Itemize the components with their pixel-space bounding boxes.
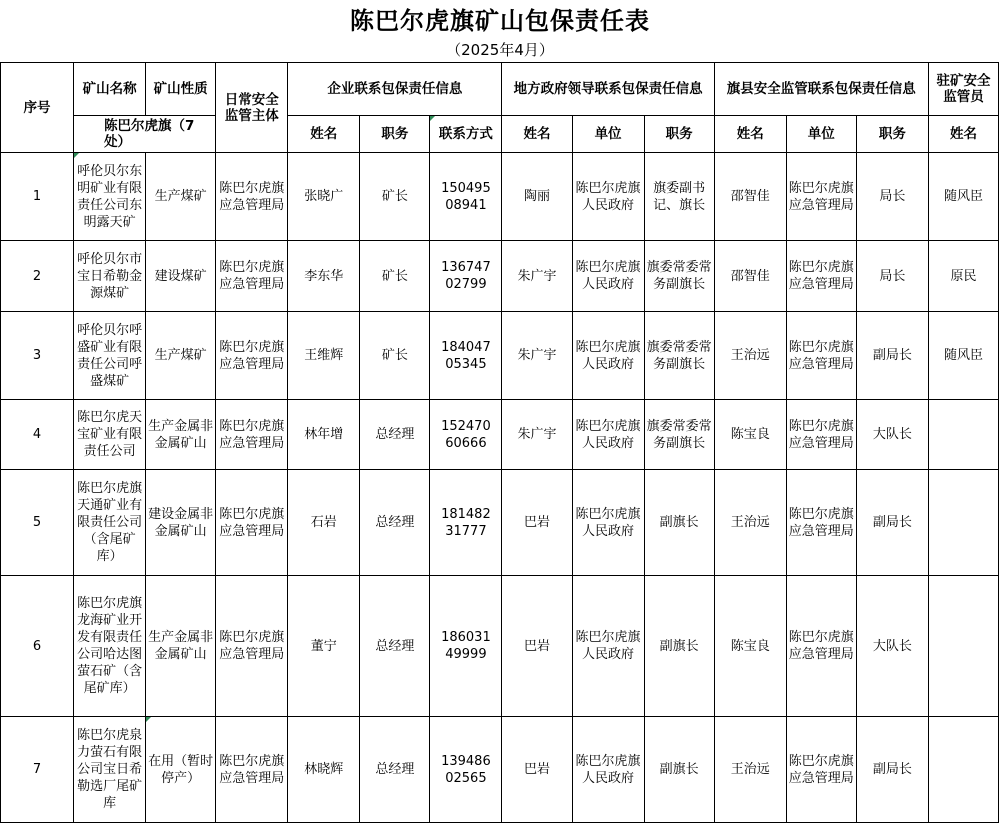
- gov-leader-unit: 陈巴尔虎旗人民政府: [572, 576, 644, 717]
- mine-name: 陈巴尔虎旗龙海矿业开发有限责任公司哈达图萤石矿（含尾矿库）: [74, 576, 146, 717]
- enterprise-contact-position: 矿长: [360, 312, 430, 400]
- gov-leader-name: 陶丽: [502, 153, 572, 241]
- header-seq: 序号: [1, 63, 74, 153]
- mine-type: 在用（暂时停产）: [146, 717, 216, 823]
- enterprise-contact-name: 林年增: [288, 400, 360, 470]
- mine-type: 生产金属非金属矿山: [146, 400, 216, 470]
- mine-name: 陈巴尔虎旗天通矿业有限责任公司（含尾矿库）: [74, 470, 146, 576]
- row-seq: 2: [1, 241, 74, 312]
- resident-supervisor-name: 随风臣: [928, 153, 998, 241]
- enterprise-contact-position: 总经理: [360, 470, 430, 576]
- gov-leader-position: 旗委常委常务副旗长: [644, 241, 714, 312]
- county-supervisor-name: 王治远: [714, 470, 786, 576]
- table-row: [1, 400, 999, 470]
- enterprise-contact-phone: 13948602565: [430, 717, 502, 823]
- mine-name: 陈巴尔虎天宝矿业有限责任公司: [74, 400, 146, 470]
- header-ent-contact: 联系方式: [430, 116, 502, 153]
- enterprise-contact-position: 总经理: [360, 717, 430, 823]
- county-supervisor-name: 邵智佳: [714, 241, 786, 312]
- row-seq: 3: [1, 312, 74, 400]
- section-label: 陈巴尔虎旗（7处）: [74, 116, 216, 153]
- row-seq: 6: [1, 576, 74, 717]
- header-enterprise-group: 企业联系包保责任信息: [288, 63, 502, 116]
- enterprise-contact-name: 董宁: [288, 576, 360, 717]
- enterprise-contact-position: 总经理: [360, 400, 430, 470]
- gov-leader-position: 旗委常委常务副旗长: [644, 400, 714, 470]
- mine-type: 生产金属非金属矿山: [146, 576, 216, 717]
- enterprise-contact-phone: 13674702799: [430, 241, 502, 312]
- county-supervisor-position: 大队长: [856, 576, 928, 717]
- county-supervisor-unit: 陈巴尔虎旗应急管理局: [786, 312, 856, 400]
- county-supervisor-name: 陈宝良: [714, 576, 786, 717]
- county-supervisor-name: 陈宝良: [714, 400, 786, 470]
- county-supervisor-unit: 陈巴尔虎旗应急管理局: [786, 153, 856, 241]
- header-ent-position: 职务: [360, 116, 430, 153]
- enterprise-contact-position: 矿长: [360, 153, 430, 241]
- responsibility-table: [0, 62, 999, 823]
- mine-type: 建设煤矿: [146, 241, 216, 312]
- enterprise-contact-phone: 15247060666: [430, 400, 502, 470]
- header-mine-type: 矿山性质: [146, 63, 216, 116]
- table-row: [1, 153, 999, 241]
- resident-supervisor-name: [928, 400, 998, 470]
- header-gov-group: 地方政府领导联系包保责任信息: [502, 63, 714, 116]
- county-supervisor-unit: 陈巴尔虎旗应急管理局: [786, 576, 856, 717]
- page-title: 陈巴尔虎旗矿山包保责任表: [350, 7, 650, 35]
- gov-leader-unit: 陈巴尔虎旗人民政府: [572, 470, 644, 576]
- enterprise-contact-name: 林晓辉: [288, 717, 360, 823]
- gov-leader-name: 巴岩: [502, 470, 572, 576]
- enterprise-contact-phone: 18404705345: [430, 312, 502, 400]
- county-supervisor-unit: 陈巴尔虎旗应急管理局: [786, 470, 856, 576]
- header-county-name: 姓名: [714, 116, 786, 153]
- header-mine-name: 矿山名称: [74, 63, 146, 116]
- resident-supervisor-name: 原民: [928, 241, 998, 312]
- mine-type: 生产煤矿: [146, 312, 216, 400]
- county-supervisor-unit: 陈巴尔虎旗应急管理局: [786, 717, 856, 823]
- county-supervisor-position: 副局长: [856, 312, 928, 400]
- page-subtitle: （2025年4月）: [446, 41, 554, 59]
- mine-type: 建设金属非金属矿山: [146, 470, 216, 576]
- mine-type: 生产煤矿: [146, 153, 216, 241]
- daily-supervisor: 陈巴尔虎旗应急管理局: [216, 241, 288, 312]
- enterprise-contact-name: 石岩: [288, 470, 360, 576]
- enterprise-contact-position: 矿长: [360, 241, 430, 312]
- header-gov-name: 姓名: [502, 116, 572, 153]
- daily-supervisor: 陈巴尔虎旗应急管理局: [216, 153, 288, 241]
- resident-supervisor-name: 随风臣: [928, 312, 998, 400]
- county-supervisor-position: 局长: [856, 153, 928, 241]
- mine-name: 呼伦贝尔市宝日希勒金源煤矿: [74, 241, 146, 312]
- table-row: [1, 470, 999, 576]
- gov-leader-position: 旗委常委常务副旗长: [644, 312, 714, 400]
- header-county-unit: 单位: [786, 116, 856, 153]
- table-row: [1, 717, 999, 823]
- county-supervisor-unit: 陈巴尔虎旗应急管理局: [786, 241, 856, 312]
- gov-leader-unit: 陈巴尔虎旗人民政府: [572, 241, 644, 312]
- header-daily-supervisor: 日常安全监管主体: [216, 63, 288, 153]
- enterprise-contact-name: 张晓广: [288, 153, 360, 241]
- enterprise-contact-phone: 18603149999: [430, 576, 502, 717]
- gov-leader-name: 巴岩: [502, 717, 572, 823]
- gov-leader-unit: 陈巴尔虎旗人民政府: [572, 717, 644, 823]
- table-row: [1, 576, 999, 717]
- table-row: [1, 312, 999, 400]
- row-seq: 5: [1, 470, 74, 576]
- county-supervisor-unit: 陈巴尔虎旗应急管理局: [786, 400, 856, 470]
- row-seq: 4: [1, 400, 74, 470]
- county-supervisor-position: 副局长: [856, 717, 928, 823]
- enterprise-contact-phone: 15049508941: [430, 153, 502, 241]
- gov-leader-name: 巴岩: [502, 576, 572, 717]
- gov-leader-unit: 陈巴尔虎旗人民政府: [572, 153, 644, 241]
- row-seq: 1: [1, 153, 74, 241]
- mine-name: 陈巴尔虎泉力萤石有限公司宝日希勒选厂尾矿库: [74, 717, 146, 823]
- county-supervisor-position: 副局长: [856, 470, 928, 576]
- resident-supervisor-name: [928, 576, 998, 717]
- gov-leader-name: 朱广宇: [502, 312, 572, 400]
- header-county-position: 职务: [856, 116, 928, 153]
- daily-supervisor: 陈巴尔虎旗应急管理局: [216, 470, 288, 576]
- mine-name: 呼伦贝尔呼盛矿业有限责任公司呼盛煤矿: [74, 312, 146, 400]
- header-gov-position: 职务: [644, 116, 714, 153]
- gov-leader-position: 副旗长: [644, 576, 714, 717]
- enterprise-contact-phone: 18148231777: [430, 470, 502, 576]
- county-supervisor-name: 王治远: [714, 312, 786, 400]
- header-gov-unit: 单位: [572, 116, 644, 153]
- gov-leader-unit: 陈巴尔虎旗人民政府: [572, 312, 644, 400]
- county-supervisor-position: 大队长: [856, 400, 928, 470]
- mine-name: 呼伦贝尔东明矿业有限责任公司东明露天矿: [74, 153, 146, 241]
- enterprise-contact-name: 王维辉: [288, 312, 360, 400]
- gov-leader-name: 朱广宇: [502, 241, 572, 312]
- resident-supervisor-name: [928, 470, 998, 576]
- county-supervisor-position: 局长: [856, 241, 928, 312]
- header-county-group: 旗县安全监管联系包保责任信息: [714, 63, 928, 116]
- enterprise-contact-position: 总经理: [360, 576, 430, 717]
- gov-leader-position: 副旗长: [644, 470, 714, 576]
- header-resident-group: 驻矿安全监管员: [928, 63, 998, 116]
- header-ent-name: 姓名: [288, 116, 360, 153]
- daily-supervisor: 陈巴尔虎旗应急管理局: [216, 576, 288, 717]
- resident-supervisor-name: [928, 717, 998, 823]
- daily-supervisor: 陈巴尔虎旗应急管理局: [216, 400, 288, 470]
- county-supervisor-name: 邵智佳: [714, 153, 786, 241]
- row-seq: 7: [1, 717, 74, 823]
- gov-leader-name: 朱广宇: [502, 400, 572, 470]
- header-resident-name: 姓名: [928, 116, 998, 153]
- table-row: [1, 241, 999, 312]
- enterprise-contact-name: 李东华: [288, 241, 360, 312]
- gov-leader-unit: 陈巴尔虎旗人民政府: [572, 400, 644, 470]
- gov-leader-position: 旗委副书记、旗长: [644, 153, 714, 241]
- daily-supervisor: 陈巴尔虎旗应急管理局: [216, 312, 288, 400]
- county-supervisor-name: 王治远: [714, 717, 786, 823]
- daily-supervisor: 陈巴尔虎旗应急管理局: [216, 717, 288, 823]
- gov-leader-position: 副旗长: [644, 717, 714, 823]
